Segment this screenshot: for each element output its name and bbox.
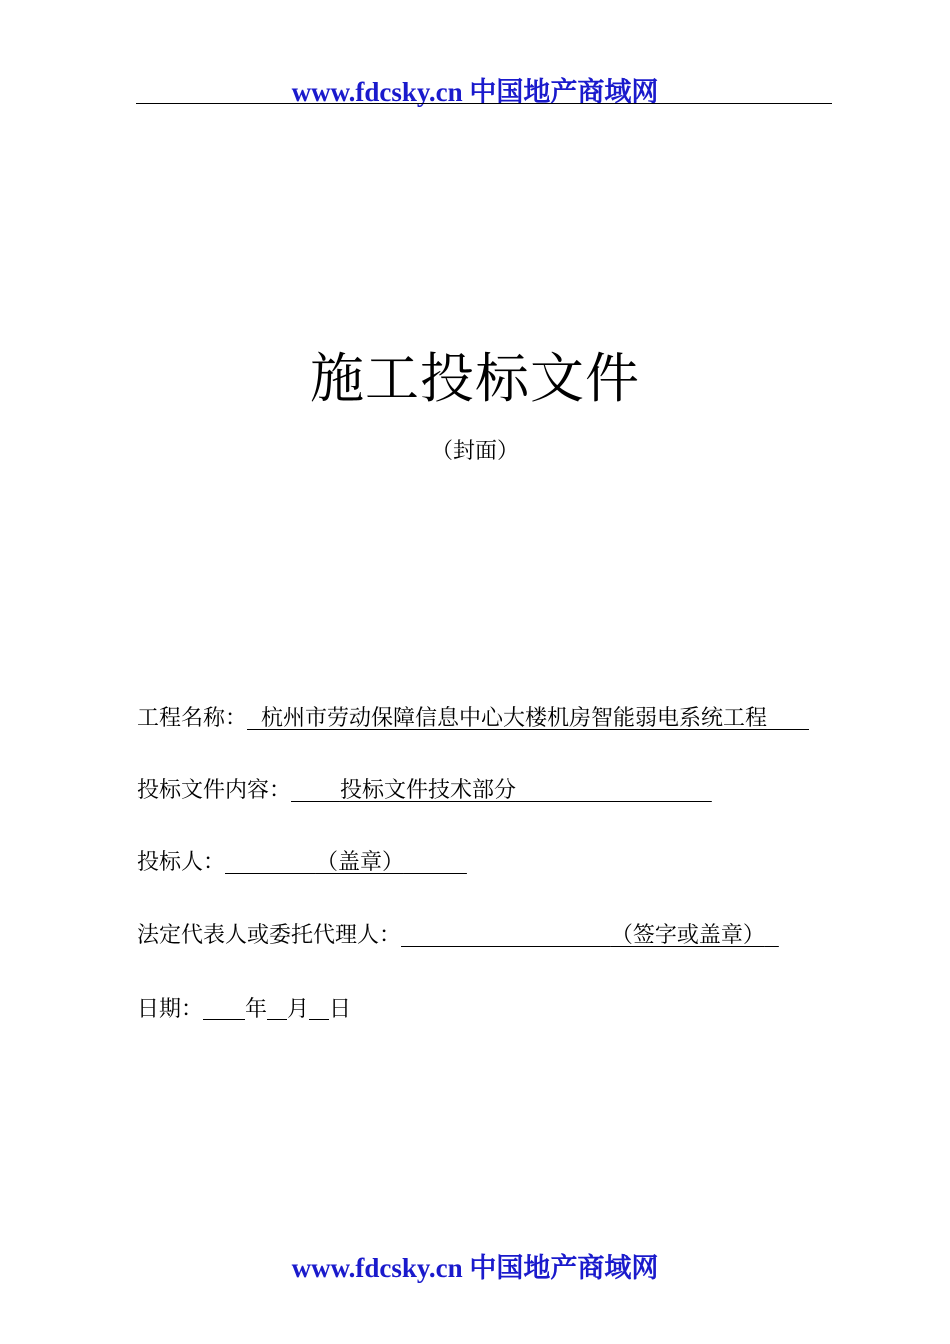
legal-rep-label: 法定代表人或委托代理人： xyxy=(137,923,402,948)
bid-content-label: 投标文件内容： xyxy=(137,778,292,803)
bid-content-value: 投标文件技术部分 xyxy=(339,778,516,803)
field-date xyxy=(137,992,351,1023)
field-project-name xyxy=(137,701,809,732)
bidder-seal-value: （盖章） xyxy=(315,850,404,875)
bidder-label: 投标人： xyxy=(137,850,226,875)
legal-rep-signature-value: （签字或盖章） xyxy=(610,923,765,948)
field-legal-representative xyxy=(137,918,779,949)
field-bid-content xyxy=(137,773,712,804)
document-title: 施工投标文件 xyxy=(310,347,640,410)
footer-site-text: www.fdcsky.cn 中国地产商域网 xyxy=(291,1253,659,1283)
year-blank xyxy=(203,997,245,1020)
header-site-text: www.fdcsky.cn 中国地产商域网 xyxy=(291,77,659,107)
project-name-label: 工程名称： xyxy=(137,706,248,731)
year-label: 年 xyxy=(245,997,268,1022)
day-label: 日 xyxy=(329,997,352,1022)
month-blank xyxy=(267,997,287,1020)
date-label: 日期： xyxy=(137,997,204,1022)
field-bidder xyxy=(137,845,467,876)
day-blank xyxy=(309,997,329,1020)
header-divider xyxy=(136,103,832,104)
document-subtitle: （封面） xyxy=(430,439,519,464)
month-label: 月 xyxy=(287,997,310,1022)
project-name-value: 杭州市劳动保障信息中心大楼机房智能弱电系统工程 xyxy=(261,706,768,731)
